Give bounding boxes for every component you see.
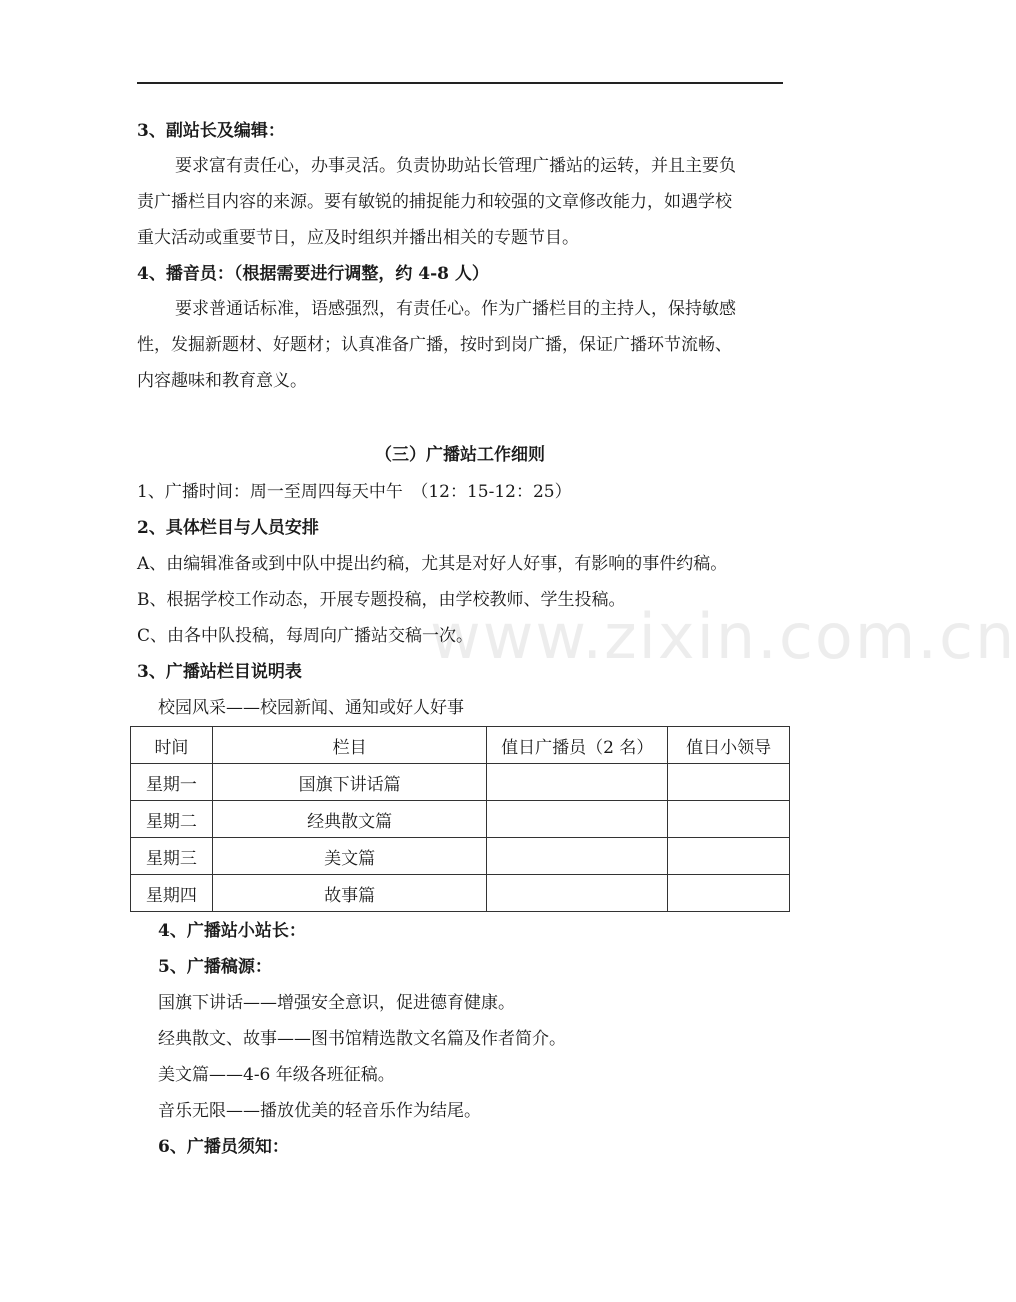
time-line: 1、广播时间：周一至周四每天中午 （12：15-12：25） [137,482,572,502]
table-header-cell: 栏目 [212,727,487,764]
table-cell: 星期二 [131,801,213,838]
table-cell: 星期三 [131,838,213,875]
source-item: 经典散文、故事——图书馆精选散文名篇及作者简介。 [158,1029,566,1049]
deputy-text-line: 重大活动或重要节日，应及时组织并播出相关的专题节目。 [137,228,579,248]
table-row [131,764,790,801]
arrangement-item: B、根据学校工作动态，开展专题投稿，由学校教师、学生投稿。 [137,590,626,610]
schedule-table [130,726,790,912]
table-title: 3、广播站栏目说明表 [137,662,302,682]
deputy-text-line: 责广播栏目内容的来源。要有敏锐的捕捉能力和较强的文章修改能力，如遇学校 [137,192,732,212]
source-item: 音乐无限——播放优美的轻音乐作为结尾。 [158,1101,481,1121]
table-cell: 星期一 [131,764,213,801]
table-caption: 校园风采——校园新闻、通知或好人好事 [158,698,464,718]
rules-heading: （三）广播站工作细则 [375,445,545,465]
table-cell [668,875,790,912]
arrangement-item: A、由编辑准备或到中队中提出约稿，尤其是对好人好事，有影响的事件约稿。 [137,554,728,574]
table-cell: 美文篇 [212,838,487,875]
station-leader-title: 4、广播站小站长： [158,921,306,941]
watermark: www.zixin.com.cn [430,600,1016,673]
header-rule [137,82,783,84]
table-header-row [131,727,790,764]
table-header-cell: 时间 [131,727,213,764]
arrangement-item: C、由各中队投稿，每周向广播站交稿一次。 [137,626,474,646]
table-cell [487,875,668,912]
table-row [131,875,790,912]
table-row [131,838,790,875]
source-item: 国旗下讲话——增强安全意识，促进德育健康。 [158,993,515,1013]
table-header-cell: 值日广播员（2 名） [487,727,668,764]
announcer-text-line: 要求普通话标准，语感强烈，有责任心。作为广播栏目的主持人，保持敏感 [175,299,736,319]
table-header-cell: 值日小领导 [668,727,790,764]
table-row [131,801,790,838]
table-cell [668,801,790,838]
table-cell [668,764,790,801]
notice-title: 6、广播员须知： [158,1137,289,1157]
sources-title: 5、广播稿源： [158,957,272,977]
table-cell: 星期四 [131,875,213,912]
table-cell [487,801,668,838]
deputy-text-line: 要求富有责任心，办事灵活。负责协助站长管理广播站的运转，并且主要负 [175,156,736,176]
announcer-text-line: 性，发掘新题材、好题材；认真准备广播，按时到岗广播，保证广播环节流畅、 [137,335,732,355]
announcer-title: 4、播音员：（根据需要进行调整，约 4-8 人） [137,264,489,284]
table-cell: 经典散文篇 [212,801,487,838]
table-cell [668,838,790,875]
arrangement-title: 2、具体栏目与人员安排 [137,518,319,538]
table-cell: 国旗下讲话篇 [212,764,487,801]
source-item: 美文篇——4-6 年级各班征稿。 [158,1065,395,1085]
deputy-title: 3、副站长及编辑： [137,121,285,141]
table-cell [487,838,668,875]
table-cell [487,764,668,801]
announcer-text-line: 内容趣味和教育意义。 [137,371,307,391]
table-cell: 故事篇 [212,875,487,912]
